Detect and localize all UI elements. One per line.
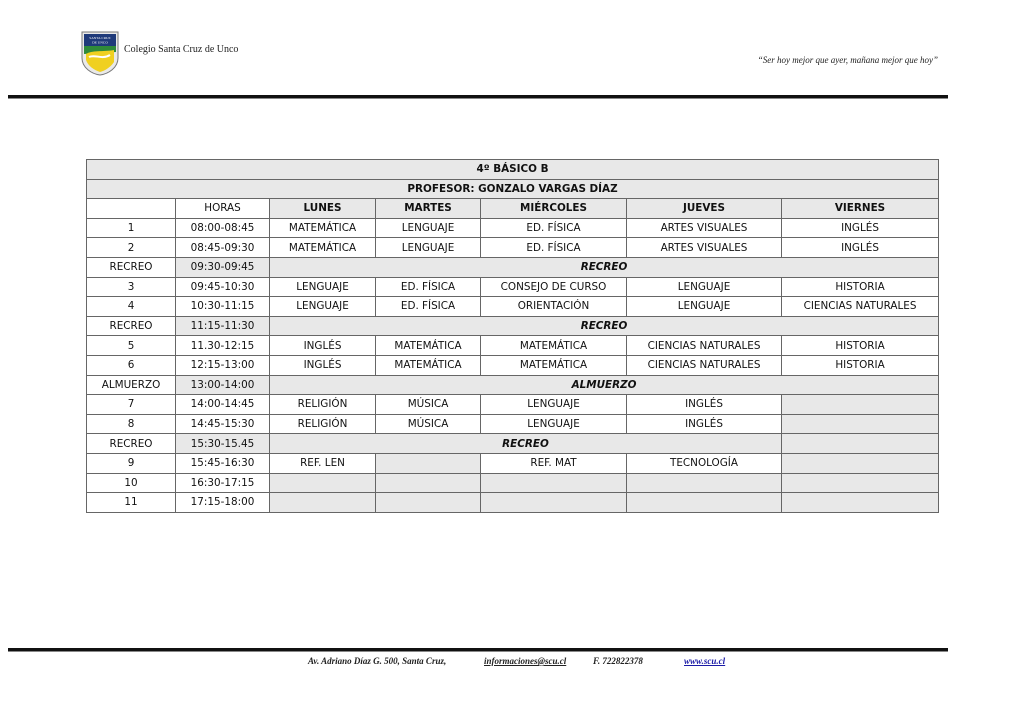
subject-cell: REF. MAT [481, 453, 627, 473]
subject-cell: LENGUAJE [270, 297, 376, 317]
subject-cell: INGLÉS [627, 414, 782, 434]
column-header-blank [87, 199, 176, 219]
schedule-row [87, 493, 939, 513]
period-label: 4 [87, 297, 176, 317]
subject-cell: LENGUAJE [376, 218, 481, 238]
period-time: 10:30-11:15 [176, 297, 270, 317]
subject-cell: CIENCIAS NATURALES [627, 355, 782, 375]
column-header-miercoles: MIÉRCOLES [481, 199, 627, 219]
subject-cell: LENGUAJE [481, 395, 627, 415]
subject-cell: MÚSICA [376, 395, 481, 415]
subject-cell [376, 493, 481, 513]
svg-text:DE UNCO: DE UNCO [92, 40, 108, 45]
column-header-martes: MARTES [376, 199, 481, 219]
subject-cell: RELIGIÓN [270, 395, 376, 415]
period-time: 13:00-14:00 [176, 375, 270, 395]
teacher-row [87, 179, 939, 199]
period-label: 3 [87, 277, 176, 297]
period-time: 09:45-10:30 [176, 277, 270, 297]
school-motto: “Ser hoy mejor que ayer, mañana mejor que hoy” [757, 55, 938, 65]
period-time: 15:30-15.45 [176, 434, 270, 454]
subject-cell: ED. FÍSICA [481, 238, 627, 258]
period-time: 11:15-11:30 [176, 316, 270, 336]
period-time: 14:45-15:30 [176, 414, 270, 434]
schedule-row [87, 414, 939, 434]
period-label: 10 [87, 473, 176, 493]
column-header-viernes: VIERNES [782, 199, 939, 219]
column-header-horas: HORAS [176, 199, 270, 219]
schedule-row [87, 336, 939, 356]
column-header-row [87, 199, 939, 219]
period-label: 2 [87, 238, 176, 258]
period-label: 11 [87, 493, 176, 513]
teacher-name: PROFESOR: GONZALO VARGAS DÍAZ [87, 179, 939, 199]
footer-phone: F. 722822378 [593, 656, 643, 666]
period-time: 15:45-16:30 [176, 453, 270, 473]
schedule-row [87, 453, 939, 473]
subject-cell: MATEMÁTICA [376, 336, 481, 356]
subject-cell: HISTORIA [782, 336, 939, 356]
period-label: 7 [87, 395, 176, 415]
subject-cell: MATEMÁTICA [376, 355, 481, 375]
subject-cell: ED. FÍSICA [376, 297, 481, 317]
subject-cell: ARTES VISUALES [627, 218, 782, 238]
schedule-row [87, 218, 939, 238]
title-row [87, 160, 939, 180]
class-title: 4º BÁSICO B [87, 160, 939, 180]
subject-cell [782, 493, 939, 513]
schedule-row [87, 297, 939, 317]
subject-cell [782, 473, 939, 493]
subject-cell: ED. FÍSICA [376, 277, 481, 297]
subject-cell: MATEMÁTICA [270, 238, 376, 258]
subject-cell: INGLÉS [627, 395, 782, 415]
subject-cell: LENGUAJE [270, 277, 376, 297]
subject-cell [270, 473, 376, 493]
school-crest-logo [80, 30, 120, 76]
schedule-row [87, 395, 939, 415]
school-name: Colegio Santa Cruz de Unco [124, 44, 239, 55]
subject-cell: MATEMÁTICA [481, 336, 627, 356]
subject-cell [270, 493, 376, 513]
break-label: RECREO [270, 316, 939, 336]
column-header-lunes: LUNES [270, 199, 376, 219]
column-header-jueves: JUEVES [627, 199, 782, 219]
subject-cell: REF. LEN [270, 453, 376, 473]
period-label: 6 [87, 355, 176, 375]
break-label: RECREO [270, 434, 782, 454]
subject-cell [782, 453, 939, 473]
subject-cell: ARTES VISUALES [627, 238, 782, 258]
subject-cell: MATEMÁTICA [481, 355, 627, 375]
period-time: 14:00-14:45 [176, 395, 270, 415]
period-time: 08:00-08:45 [176, 218, 270, 238]
subject-cell: INGLÉS [270, 355, 376, 375]
subject-cell: RELIGIÓN [270, 414, 376, 434]
subject-cell [376, 453, 481, 473]
period-label: 1 [87, 218, 176, 238]
subject-cell: LENGUAJE [376, 238, 481, 258]
svg-text:SANTA CRUZ: SANTA CRUZ [89, 36, 111, 40]
header-divider [8, 95, 948, 98]
empty-cell [782, 434, 939, 454]
subject-cell [481, 493, 627, 513]
subject-cell: HISTORIA [782, 355, 939, 375]
subject-cell: INGLÉS [782, 238, 939, 258]
subject-cell: MATEMÁTICA [270, 218, 376, 238]
schedule-row [87, 238, 939, 258]
footer-email-link[interactable]: informaciones@scu.cl [484, 656, 567, 666]
break-row [87, 257, 939, 277]
subject-cell: TECNOLOGÍA [627, 453, 782, 473]
subject-cell: CIENCIAS NATURALES [782, 297, 939, 317]
subject-cell: INGLÉS [270, 336, 376, 356]
subject-cell: HISTORIA [782, 277, 939, 297]
period-time: 17:15-18:00 [176, 493, 270, 513]
schedule-row [87, 355, 939, 375]
schedule-row [87, 277, 939, 297]
period-time: 11.30-12:15 [176, 336, 270, 356]
schedule-row [87, 473, 939, 493]
subject-cell [782, 395, 939, 415]
break-row [87, 434, 939, 454]
period-label: 5 [87, 336, 176, 356]
break-row [87, 316, 939, 336]
subject-cell [376, 473, 481, 493]
subject-cell [782, 414, 939, 434]
period-time: 08:45-09:30 [176, 238, 270, 258]
subject-cell [627, 473, 782, 493]
break-row [87, 375, 939, 395]
subject-cell [481, 473, 627, 493]
period-label: RECREO [87, 434, 176, 454]
period-time: 09:30-09:45 [176, 257, 270, 277]
subject-cell: LENGUAJE [481, 414, 627, 434]
subject-cell [627, 493, 782, 513]
subject-cell: LENGUAJE [627, 297, 782, 317]
class-schedule-table [86, 159, 939, 513]
footer-address: Av. Adriano Díaz G. 500, Santa Cruz, [308, 656, 447, 666]
period-time: 16:30-17:15 [176, 473, 270, 493]
subject-cell: ED. FÍSICA [481, 218, 627, 238]
subject-cell: CONSEJO DE CURSO [481, 277, 627, 297]
period-label: RECREO [87, 316, 176, 336]
footer-website-link[interactable]: www.scu.cl [684, 656, 726, 666]
subject-cell: CIENCIAS NATURALES [627, 336, 782, 356]
period-label: ALMUERZO [87, 375, 176, 395]
footer-divider [8, 648, 948, 651]
period-label: 8 [87, 414, 176, 434]
period-label: RECREO [87, 257, 176, 277]
subject-cell: MÚSICA [376, 414, 481, 434]
subject-cell: ORIENTACIÓN [481, 297, 627, 317]
period-time: 12:15-13:00 [176, 355, 270, 375]
break-label: ALMUERZO [270, 375, 939, 395]
subject-cell: LENGUAJE [627, 277, 782, 297]
subject-cell: INGLÉS [782, 218, 939, 238]
period-label: 9 [87, 453, 176, 473]
break-label: RECREO [270, 257, 939, 277]
